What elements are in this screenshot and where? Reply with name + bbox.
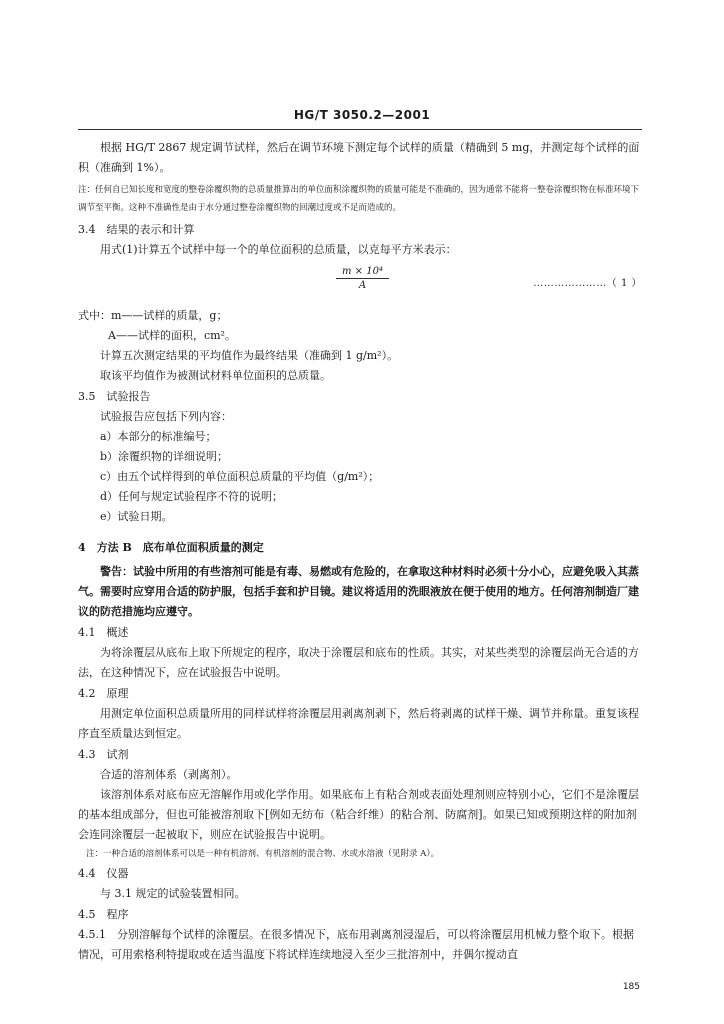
where-a: A——试样的面积，cm²。 (108, 329, 236, 342)
s35-intro: 试验报告应包括下列内容： (100, 410, 232, 423)
header-rule (78, 129, 642, 130)
where-m: 式中：m——试样的质量，g； (78, 309, 228, 322)
report-item-c: c）由五个试样得到的单位面积总质量的平均值（g/m²）； (100, 470, 380, 483)
formula-numerator: m × 10⁴ (336, 266, 389, 279)
heading-4-3: 4.3 试剂 (78, 748, 129, 761)
s34-p1: 计算五次测定结果的平均值作为最终结果（准确到 1 g/m²）。 (100, 349, 399, 362)
standard-header: HG/T 3050.2—2001 (293, 108, 431, 122)
s34-text: 用式(1)计算五个试样中每一个的单位面积的总质量，以克每平方米表示： (100, 243, 457, 256)
warning-paragraph: 警告：试验中所用的有些溶剂可能是有毒、易燃或有危险的，在拿取这种材料时必须十分小心，应避免吸入其蒸气。需要时应穿用合适的防护服，包括手套和护目镜。建议将适用的洗眼液放在便于使用的地方。任何溶剂制造厂建议的防范措施均应遵守。 (78, 565, 639, 618)
formula-fraction (336, 266, 389, 291)
report-item-e: e）试验日期。 (100, 510, 173, 523)
heading-3-5: 3.5 试验报告 (78, 390, 151, 403)
heading-4-4: 4.4 仪器 (78, 867, 129, 880)
heading-4-1: 4.1 概述 (78, 626, 129, 639)
s34-p2: 取该平均值作为被测试材料单位面积的总质量。 (100, 369, 331, 382)
s451-text: 4.5.1 分别溶解每个试样的涂覆层。在很多情况下，底布用剥离剂浸湿后，可以将涂覆层用机械力整个取下。根据情况，可用索格利特提取或在适当温度下将试样连续地浸入至少三批溶剂中，并偶尔搅动直 (78, 928, 634, 961)
s43-p2: 该溶剂体系对底布应无溶解作用或化学作用。如果底布上有粘合剂或表面处理剂则应特别小心，它们不是涂覆层的基本组成部分，但也可能被溶剂取下[例如无纺布（粘合纤维）的粘合剂、防腐剂]。如果已知或预期这样的附加剂会连同涂覆层一起被取下，则应在试验报告中说明。 (78, 788, 639, 841)
s41-text: 为将涂覆层从底布上取下所规定的程序，取决于涂覆层和底布的性质。其实，对某些类型的涂覆层尚无合适的方法，在这种情况下，应在试验报告中说明。 (78, 646, 639, 679)
heading-4-5: 4.5 程序 (78, 908, 129, 921)
intro-paragraph: 根据 HG/T 2867 规定调节试样，然后在调节环境下测定每个试样的质量（精确到 5 mg，并测定每个试样的面积（准确到 1%）。 (78, 141, 640, 174)
formula-denominator: A (358, 280, 367, 291)
note-2: 注：一种合适的溶剂体系可以是一种有机溶剂、有机溶剂的混合物、水或水溶液（见附录 A）。 (86, 849, 440, 859)
heading-4: 4 方法 B 底布单位面积质量的测定 (78, 541, 264, 554)
heading-3-4: 3.4 结果的表示和计算 (78, 223, 195, 236)
note-1: 注：任何自已知长度和宽度的整卷涂覆织物的总质量推算出的单位面积涂覆织物的质量可能是不准确的，因为通常不能将一整卷涂覆织物在标准环境下调节至平衡。这种不准确性是由于水分通过整卷涂覆织物的回潮过度或不足而造成的。 (78, 185, 640, 213)
formula-number: …………………（ 1 ） (533, 278, 642, 289)
page-number: 185 (622, 982, 640, 992)
heading-4-2: 4.2 原理 (78, 687, 129, 700)
report-item-a: a）本部分的标准编号； (100, 430, 217, 443)
s42-text: 用测定单位面积总质量所用的同样试样将涂覆层用剥离剂剥下，然后将剥离的试样干燥、调节并称量。重复该程序直至质量达到恒定。 (78, 707, 639, 740)
document-body (78, 138, 642, 965)
formula-1 (78, 262, 642, 306)
s44-text: 与 3.1 规定的试验装置相同。 (100, 887, 246, 900)
report-item-d: d）任何与规定试验程序不符的说明； (100, 490, 284, 503)
s43-p1: 合适的溶剂体系（剥离剂）。 (100, 768, 238, 781)
report-item-b: b）涂覆织物的详细说明； (100, 450, 229, 463)
